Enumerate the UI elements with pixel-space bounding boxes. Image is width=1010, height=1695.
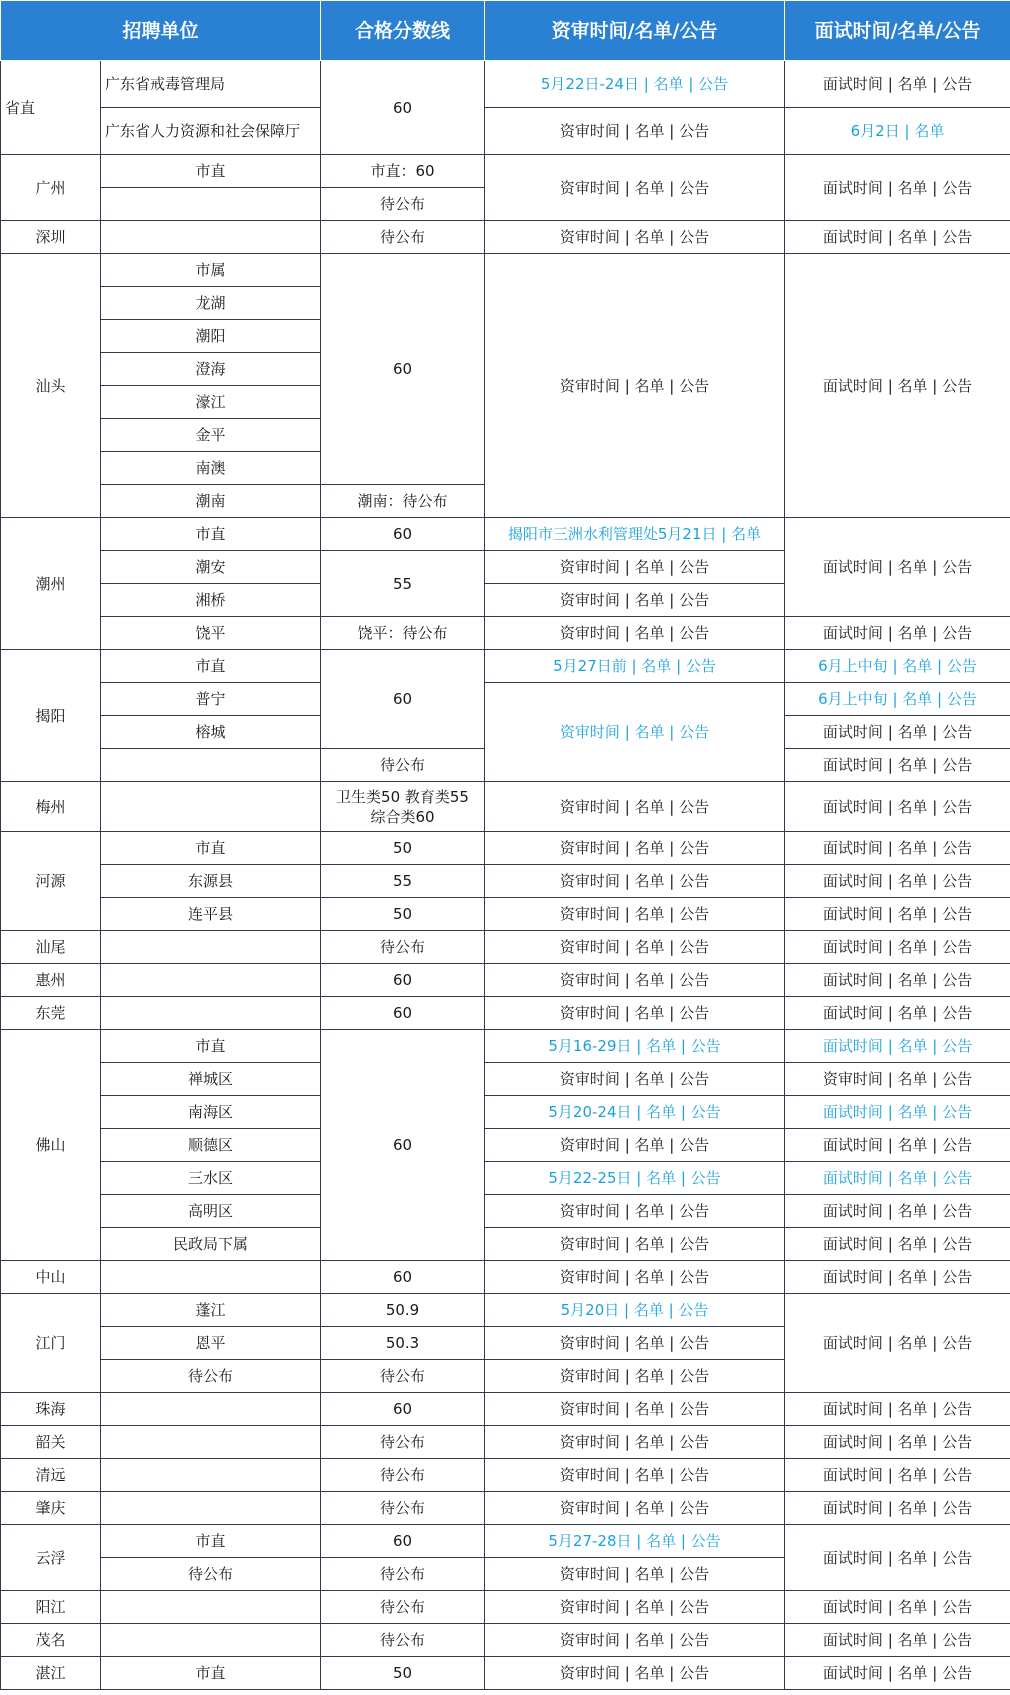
table-row (1, 221, 1010, 254)
table-row (1, 1063, 1010, 1096)
unit-cell: 市直 (101, 832, 321, 865)
table-row (1, 650, 1010, 683)
region-cell: 惠州 (1, 964, 101, 997)
review-link[interactable]: 资审时间 | 名单 | 公告 (485, 1657, 785, 1690)
review-link[interactable]: 资审时间 | 名单 | 公告 (485, 108, 785, 155)
review-link[interactable]: 资审时间 | 名单 | 公告 (485, 832, 785, 865)
unit-cell: 南海区 (101, 1096, 321, 1129)
unit-cell (101, 1492, 321, 1525)
table-row (1, 617, 1010, 650)
interview-link[interactable]: 面试时间 | 名单 | 公告 (785, 518, 1010, 617)
interview-link[interactable]: 面试时间 | 名单 | 公告 (785, 931, 1010, 964)
unit-cell: 普宁 (101, 683, 321, 716)
table-row (1, 1195, 1010, 1228)
unit-cell: 市直 (101, 650, 321, 683)
interview-link[interactable]: 面试时间 | 名单 | 公告 (785, 865, 1010, 898)
header-review: 资审时间/名单/公告 (485, 1, 785, 61)
unit-cell (101, 1393, 321, 1426)
interview-link[interactable]: 面试时间 | 名单 | 公告 (785, 1096, 1010, 1129)
score-cell: 饶平：待公布 (321, 617, 485, 650)
region-cell: 阳江 (1, 1591, 101, 1624)
score-cell: 待公布 (321, 1459, 485, 1492)
score-cell: 60 (321, 1030, 485, 1261)
unit-cell (101, 931, 321, 964)
unit-cell: 顺德区 (101, 1129, 321, 1162)
review-link[interactable]: 资审时间 | 名单 | 公告 (485, 1360, 785, 1393)
region-cell: 河源 (1, 832, 101, 931)
review-link[interactable]: 资审时间 | 名单 | 公告 (485, 1558, 785, 1591)
table-row (1, 1426, 1010, 1459)
interview-link[interactable]: 面试时间 | 名单 | 公告 (785, 716, 1010, 749)
unit-cell (101, 1459, 321, 1492)
region-cell: 茂名 (1, 1624, 101, 1657)
unit-cell: 潮南 (101, 485, 321, 518)
interview-link[interactable]: 面试时间 | 名单 | 公告 (785, 1228, 1010, 1261)
unit-cell: 潮安 (101, 551, 321, 584)
score-cell: 待公布 (321, 188, 485, 221)
unit-cell: 东源县 (101, 865, 321, 898)
unit-cell (101, 188, 321, 221)
table-row (1, 108, 1010, 155)
unit-cell: 濠江 (101, 386, 321, 419)
interview-link[interactable]: 面试时间 | 名单 | 公告 (785, 1624, 1010, 1657)
review-link[interactable]: 资审时间 | 名单 | 公告 (485, 931, 785, 964)
region-cell: 清远 (1, 1459, 101, 1492)
unit-cell: 禅城区 (101, 1063, 321, 1096)
unit-cell: 市直 (101, 1525, 321, 1558)
review-link[interactable]: 资审时间 | 名单 | 公告 (485, 683, 785, 782)
score-cell: 60 (321, 1393, 485, 1426)
review-link[interactable]: 资审时间 | 名单 | 公告 (485, 782, 785, 832)
review-link[interactable]: 资审时间 | 名单 | 公告 (485, 617, 785, 650)
score-cell: 潮南：待公布 (321, 485, 485, 518)
score-line: 综合类60 (370, 807, 435, 826)
header-unit: 招聘单位 (1, 1, 321, 61)
region-cell: 韶关 (1, 1426, 101, 1459)
unit-cell (101, 1261, 321, 1294)
score-cell: 待公布 (321, 1426, 485, 1459)
interview-link[interactable]: 面试时间 | 名单 | 公告 (785, 1459, 1010, 1492)
unit-cell: 湘桥 (101, 584, 321, 617)
interview-link[interactable]: 面试时间 | 名单 | 公告 (785, 1162, 1010, 1195)
interview-link[interactable]: 面试时间 | 名单 | 公告 (785, 1492, 1010, 1525)
unit-cell: 市属 (101, 254, 321, 287)
table-row (1, 931, 1010, 964)
score-cell: 待公布 (321, 1558, 485, 1591)
table-row (1, 997, 1010, 1030)
interview-link[interactable]: 面试时间 | 名单 | 公告 (785, 782, 1010, 832)
review-link[interactable]: 资审时间 | 名单 | 公告 (485, 1624, 785, 1657)
review-link[interactable]: 资审时间 | 名单 | 公告 (485, 1459, 785, 1492)
interview-link[interactable]: 面试时间 | 名单 | 公告 (785, 997, 1010, 1030)
table-row (1, 1459, 1010, 1492)
review-link[interactable]: 资审时间 | 名单 | 公告 (485, 155, 785, 221)
interview-link[interactable]: 面试时间 | 名单 | 公告 (785, 1393, 1010, 1426)
table-row (1, 1492, 1010, 1525)
score-cell: 待公布 (321, 1492, 485, 1525)
region-cell: 东莞 (1, 997, 101, 1030)
unit-cell: 市直 (101, 1657, 321, 1690)
interview-link[interactable]: 6月2日 | 名单 (785, 108, 1010, 155)
unit-cell: 南澳 (101, 452, 321, 485)
table-row (1, 964, 1010, 997)
interview-link[interactable]: 面试时间 | 名单 | 公告 (785, 898, 1010, 931)
review-link[interactable]: 资审时间 | 名单 | 公告 (485, 1129, 785, 1162)
score-line: 卫生类50 教育类55 (336, 787, 469, 806)
region-cell: 珠海 (1, 1393, 101, 1426)
interview-link[interactable]: 面试时间 | 名单 | 公告 (785, 832, 1010, 865)
unit-cell: 潮阳 (101, 320, 321, 353)
review-link[interactable]: 资审时间 | 名单 | 公告 (485, 1063, 785, 1096)
unit-cell: 榕城 (101, 716, 321, 749)
region-cell: 揭阳 (1, 650, 101, 782)
review-link[interactable]: 资审时间 | 名单 | 公告 (485, 1327, 785, 1360)
score-cell: 50 (321, 832, 485, 865)
table-row (1, 1228, 1010, 1261)
interview-link[interactable]: 6月上中旬 | 名单 | 公告 (785, 650, 1010, 683)
table-row (1, 61, 1010, 108)
review-link[interactable]: 资审时间 | 名单 | 公告 (485, 964, 785, 997)
region-cell: 肇庆 (1, 1492, 101, 1525)
score-cell (321, 782, 485, 832)
score-cell: 50 (321, 1657, 485, 1690)
review-link[interactable]: 资审时间 | 名单 | 公告 (485, 254, 785, 518)
unit-cell (101, 1426, 321, 1459)
interview-link[interactable]: 面试时间 | 名单 | 公告 (785, 964, 1010, 997)
unit-cell: 饶平 (101, 617, 321, 650)
interview-link[interactable]: 面试时间 | 名单 | 公告 (785, 1261, 1010, 1294)
interview-link[interactable]: 面试时间 | 名单 | 公告 (785, 617, 1010, 650)
unit-cell (101, 749, 321, 782)
unit-cell: 市直 (101, 155, 321, 188)
interview-link[interactable]: 面试时间 | 名单 | 公告 (785, 1294, 1010, 1393)
unit-cell (101, 1591, 321, 1624)
table-row (1, 1030, 1010, 1063)
interview-link[interactable]: 面试时间 | 名单 | 公告 (785, 1426, 1010, 1459)
interview-link[interactable]: 面试时间 | 名单 | 公告 (785, 1591, 1010, 1624)
score-cell: 60 (321, 650, 485, 749)
table-row (1, 1624, 1010, 1657)
region-cell: 梅州 (1, 782, 101, 832)
review-link[interactable]: 5月20-24日 | 名单 | 公告 (485, 1096, 785, 1129)
unit-cell: 澄海 (101, 353, 321, 386)
header-score: 合格分数线 (321, 1, 485, 61)
table-row (1, 1294, 1010, 1327)
interview-link[interactable]: 资审时间 | 名单 | 公告 (785, 1063, 1010, 1096)
review-link[interactable]: 5月16-29日 | 名单 | 公告 (485, 1030, 785, 1063)
score-cell: 50.3 (321, 1327, 485, 1360)
region-cell: 中山 (1, 1261, 101, 1294)
review-link[interactable]: 5月27-28日 | 名单 | 公告 (485, 1525, 785, 1558)
score-cell: 待公布 (321, 221, 485, 254)
score-cell: 待公布 (321, 931, 485, 964)
interview-link[interactable]: 面试时间 | 名单 | 公告 (785, 61, 1010, 108)
interview-link[interactable]: 面试时间 | 名单 | 公告 (785, 749, 1010, 782)
table-row (1, 898, 1010, 931)
score-cell: 60 (321, 1525, 485, 1558)
unit-cell: 龙湖 (101, 287, 321, 320)
interview-link[interactable]: 面试时间 | 名单 | 公告 (785, 1030, 1010, 1063)
region-cell: 广州 (1, 155, 101, 221)
score-cell: 60 (321, 997, 485, 1030)
unit-cell: 三水区 (101, 1162, 321, 1195)
table-row (1, 1657, 1010, 1690)
region-cell: 深圳 (1, 221, 101, 254)
table-row (1, 1261, 1010, 1294)
review-link[interactable]: 资审时间 | 名单 | 公告 (485, 997, 785, 1030)
unit-cell: 广东省戒毒管理局 (101, 61, 321, 108)
region-cell: 云浮 (1, 1525, 101, 1591)
unit-cell: 恩平 (101, 1327, 321, 1360)
score-cell: 50 (321, 898, 485, 931)
interview-link[interactable]: 面试时间 | 名单 | 公告 (785, 1525, 1010, 1591)
unit-cell (101, 964, 321, 997)
review-link[interactable]: 资审时间 | 名单 | 公告 (485, 551, 785, 584)
score-cell: 市直：60 (321, 155, 485, 188)
review-link[interactable]: 资审时间 | 名单 | 公告 (485, 1195, 785, 1228)
interview-link[interactable]: 面试时间 | 名单 | 公告 (785, 155, 1010, 221)
region-cell: 湛江 (1, 1657, 101, 1690)
table-row (1, 155, 1010, 188)
unit-cell: 市直 (101, 1030, 321, 1063)
region-cell: 江门 (1, 1294, 101, 1393)
region-cell: 省直 (1, 61, 101, 155)
table-row (1, 782, 1010, 832)
table-row (1, 1096, 1010, 1129)
review-link[interactable]: 揭阳市三洲水利管理处5月21日 | 名单 (485, 518, 785, 551)
table-row (1, 1525, 1010, 1558)
unit-cell (101, 221, 321, 254)
review-link[interactable]: 资审时间 | 名单 | 公告 (485, 1393, 785, 1426)
review-link[interactable]: 资审时间 | 名单 | 公告 (485, 865, 785, 898)
score-cell: 待公布 (321, 749, 485, 782)
table-row (1, 254, 1010, 287)
review-link[interactable]: 资审时间 | 名单 | 公告 (485, 221, 785, 254)
interview-link[interactable]: 面试时间 | 名单 | 公告 (785, 1195, 1010, 1228)
score-cell: 待公布 (321, 1591, 485, 1624)
interview-link[interactable]: 面试时间 | 名单 | 公告 (785, 221, 1010, 254)
score-cell: 55 (321, 551, 485, 617)
review-link[interactable]: 资审时间 | 名单 | 公告 (485, 584, 785, 617)
unit-cell: 连平县 (101, 898, 321, 931)
review-link[interactable]: 资审时间 | 名单 | 公告 (485, 1492, 785, 1525)
table-row (1, 865, 1010, 898)
interview-link[interactable]: 面试时间 | 名单 | 公告 (785, 254, 1010, 518)
table-row (1, 1162, 1010, 1195)
table-row (1, 1591, 1010, 1624)
score-cell: 55 (321, 865, 485, 898)
unit-cell: 广东省人力资源和社会保障厅 (101, 108, 321, 155)
review-link[interactable]: 资审时间 | 名单 | 公告 (485, 1261, 785, 1294)
score-cell: 50.9 (321, 1294, 485, 1327)
review-link[interactable]: 资审时间 | 名单 | 公告 (485, 1591, 785, 1624)
review-link[interactable]: 资审时间 | 名单 | 公告 (485, 898, 785, 931)
unit-cell: 蓬江 (101, 1294, 321, 1327)
region-cell: 潮州 (1, 518, 101, 650)
score-cell: 60 (321, 964, 485, 997)
region-cell: 汕尾 (1, 931, 101, 964)
unit-cell: 市直 (101, 518, 321, 551)
score-cell: 待公布 (321, 1624, 485, 1657)
review-link[interactable]: 5月22日-24日 | 名单 | 公告 (485, 61, 785, 108)
unit-cell: 民政局下属 (101, 1228, 321, 1261)
table-row (1, 1129, 1010, 1162)
region-cell: 佛山 (1, 1030, 101, 1261)
score-cell: 待公布 (321, 1360, 485, 1393)
review-link[interactable]: 资审时间 | 名单 | 公告 (485, 1426, 785, 1459)
table-row (1, 518, 1010, 551)
unit-cell (101, 1624, 321, 1657)
table-row (1, 1393, 1010, 1426)
review-link[interactable]: 资审时间 | 名单 | 公告 (485, 1228, 785, 1261)
review-link[interactable]: 5月22-25日 | 名单 | 公告 (485, 1162, 785, 1195)
table-row (1, 832, 1010, 865)
score-cell: 60 (321, 61, 485, 155)
unit-cell: 待公布 (101, 1558, 321, 1591)
region-cell: 汕头 (1, 254, 101, 518)
review-link[interactable]: 5月27日前 | 名单 | 公告 (485, 650, 785, 683)
header-interview: 面试时间/名单/公告 (785, 1, 1010, 61)
score-cell: 60 (321, 518, 485, 551)
unit-cell (101, 997, 321, 1030)
interview-link[interactable]: 面试时间 | 名单 | 公告 (785, 1657, 1010, 1690)
interview-link[interactable]: 6月上中旬 | 名单 | 公告 (785, 683, 1010, 716)
unit-cell: 高明区 (101, 1195, 321, 1228)
unit-cell: 金平 (101, 419, 321, 452)
review-link[interactable]: 5月20日 | 名单 | 公告 (485, 1294, 785, 1327)
score-cell: 60 (321, 1261, 485, 1294)
unit-cell (101, 782, 321, 832)
score-cell: 60 (321, 254, 485, 485)
unit-cell: 待公布 (101, 1360, 321, 1393)
interview-link[interactable]: 面试时间 | 名单 | 公告 (785, 1129, 1010, 1162)
header-row (1, 1, 1010, 61)
table-row (1, 683, 1010, 716)
